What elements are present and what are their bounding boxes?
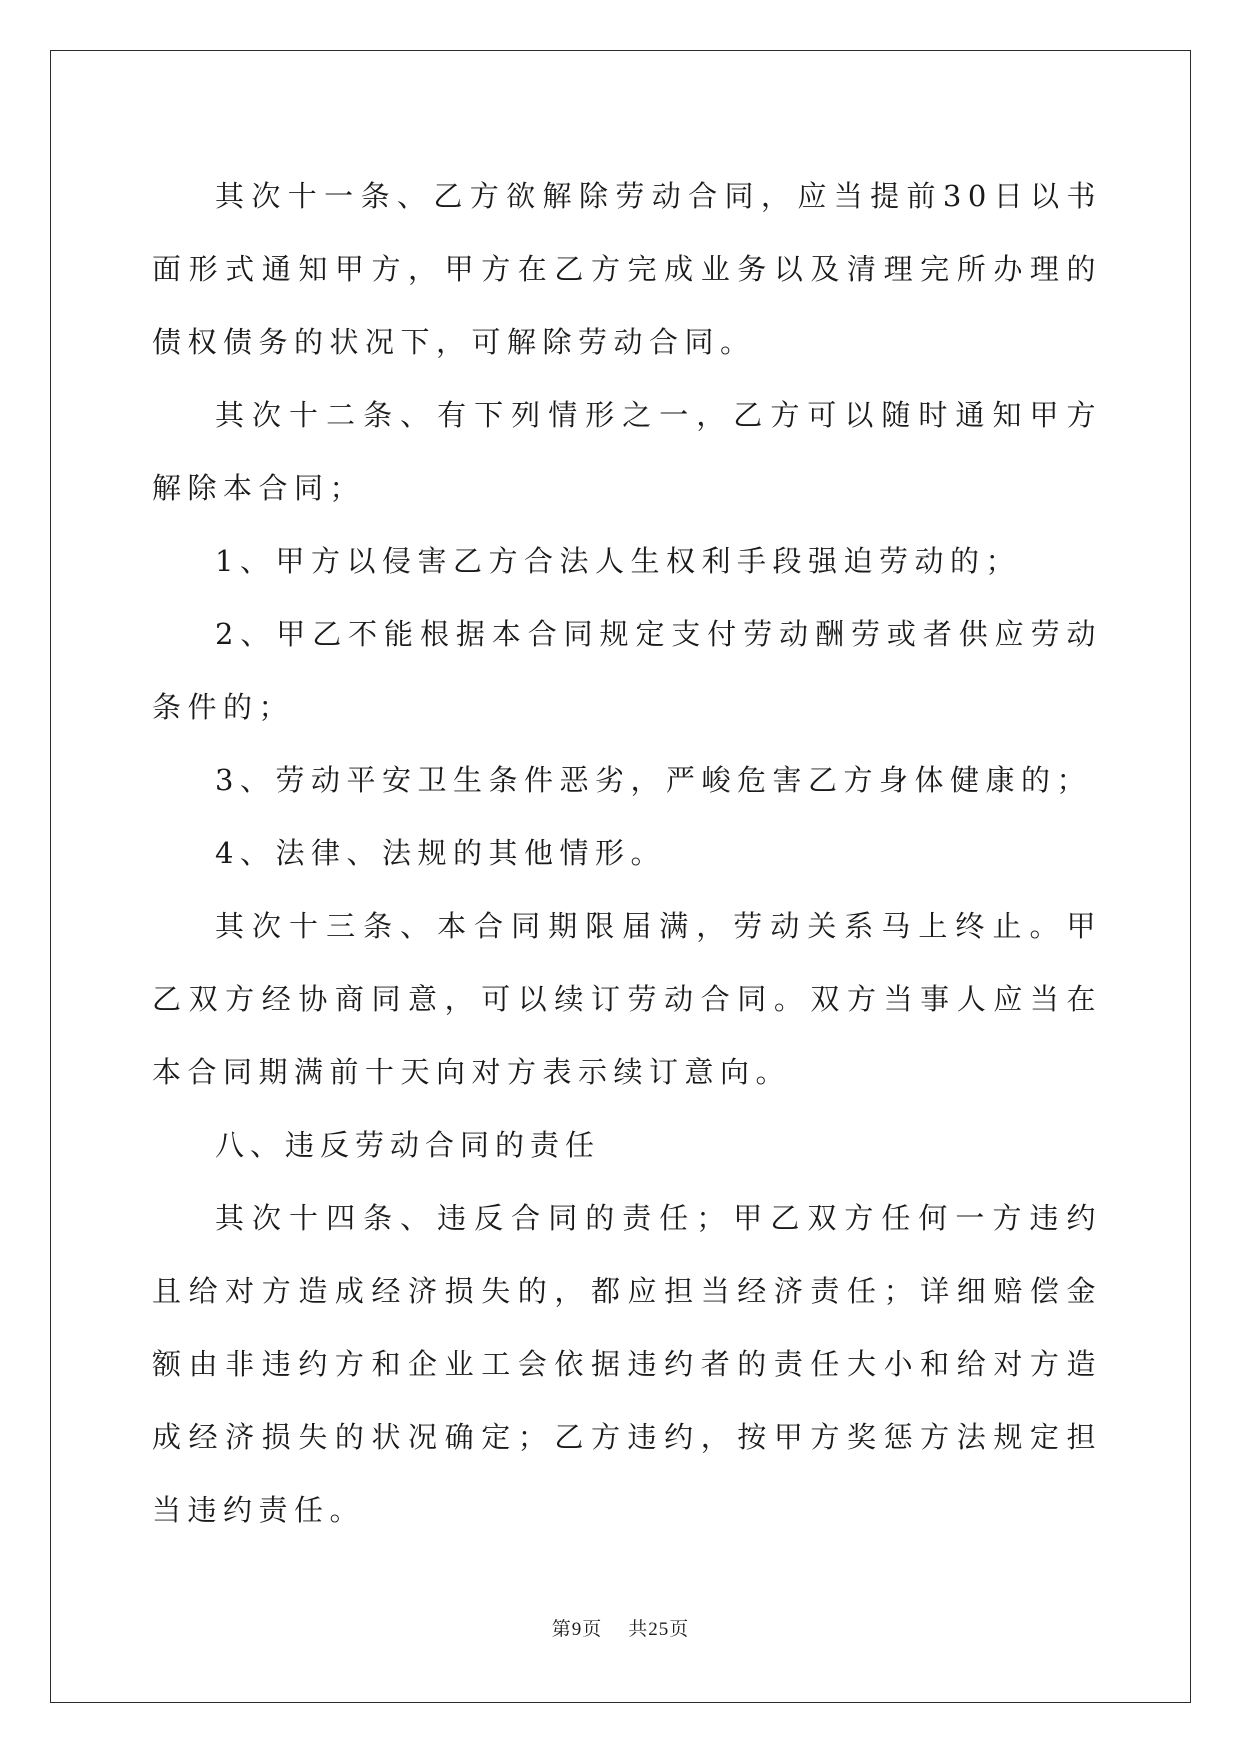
list-item-3: 3、劳动平安卫生条件恶劣，严峻危害乙方身体健康的； [215,763,1092,797]
page-total: 共25页 [628,1619,690,1640]
paragraph-article-24: 其次十四条、违反合同的责任；甲乙双方任何一方违约且给对方造成经济损失的，都应担当经济责任；详细赔偿金额由非违约方和企业工会依据违约者的责任大小和给对方造成经济损失的状况确定；乙方违约，按甲方奖惩方法规定担当违约责任。 [152,1201,1102,1527]
paragraph-article-21: 其次十一条、乙方欲解除劳动合同，应当提前30日以书面形式通知甲方，甲方在乙方完成业务以及清理完所办理的债权债务的状况下，可解除劳动合同。 [152,179,1102,359]
paragraph-article-23: 其次十三条、本合同期限届满，劳动关系马上终止。甲乙双方经协商同意，可以续订劳动合同。双方当事人应当在本合同期满前十天向对方表示续订意向。 [152,909,1102,1089]
list-item-1: 1、甲方以侵害乙方合法人生权利手段强迫劳动的； [215,544,1021,578]
list-item-2: 2、甲乙不能根据本合同规定支付劳动酬劳或者供应劳动条件的； [152,617,1102,724]
document-body [152,160,1102,1547]
list-item-4: 4、法律、法规的其他情形。 [215,836,666,870]
page-number: 第9页 [551,1619,603,1640]
paragraph-article-22: 其次十二条、有下列情形之一，乙方可以随时通知甲方解除本合同； [152,398,1102,505]
page-footer [0,1614,1241,1641]
section-heading-8: 八、违反劳动合同的责任 [215,1128,601,1162]
